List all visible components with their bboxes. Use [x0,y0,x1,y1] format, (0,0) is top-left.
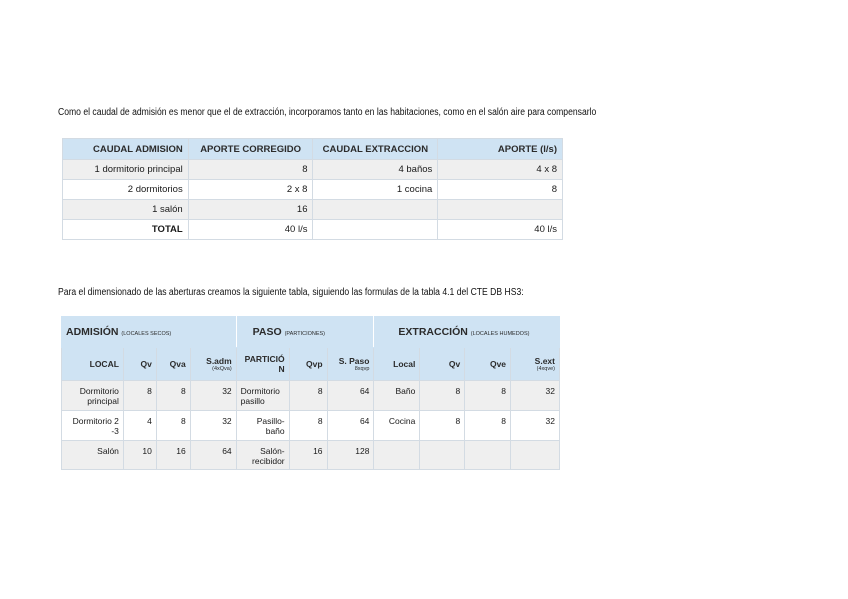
airflow-table [62,138,563,240]
table-cell: 8 [438,180,563,200]
cell-qv: 10 [123,441,156,470]
header-caudal-admision: CAUDAL ADMISION [63,139,189,160]
header-qv2: Qv [420,348,465,381]
cell-particion: Dormitorio pasillo [236,381,289,411]
header-particion: PARTICIÓ N [236,348,289,381]
total-label: TOTAL [63,220,189,240]
section-paso: PASO (PARTICIONES) [236,317,374,348]
dimension-paragraph: Para el dimensionado de las aberturas creamos la siguiente tabla, siguiendo las formulas de la tabla 4.1 del CTE DB HS3: [58,287,524,298]
table-row [63,200,563,220]
table-cell: 40 l/s [188,220,313,240]
table-cell: 4 baños [313,160,438,180]
table-cell: 4 x 8 [438,160,563,180]
cell-local2: Baño [374,381,420,411]
cell-qv: 8 [123,381,156,411]
table-row [63,220,563,240]
cell-sadm: 32 [190,381,236,411]
cell-sext [511,441,560,470]
cell-qvp: 16 [289,441,327,470]
header-qve: Qve [465,348,511,381]
cell-qvp: 8 [289,411,327,441]
table-row [63,160,563,180]
cell-qvp: 8 [289,381,327,411]
cell-qv2 [420,441,465,470]
cell-local: Dormitorio principal [62,381,124,411]
table-cell: 40 l/s [438,220,563,240]
header-aporte-corregido: APORTE CORREGIDO [188,139,313,160]
cell-spaso: 64 [327,411,374,441]
intro-paragraph: Como el caudal de admisión es menor que el de extracción, incorporamos tanto en las habitaciones, como en el salón aire para compensarlo [58,107,597,118]
cell-qve [465,441,511,470]
cell-qve: 8 [465,411,511,441]
table-cell: 16 [188,200,313,220]
table-cell: 8 [188,160,313,180]
header-qvp: Qvp [289,348,327,381]
header-sext: S.ext (4xqve) [511,348,560,381]
openings-table [61,316,560,470]
cell-qv: 4 [123,411,156,441]
cell-sext: 32 [511,411,560,441]
cell-spaso: 128 [327,441,374,470]
table-cell: 1 dormitorio principal [63,160,189,180]
header-qva: Qva [156,348,190,381]
table-cell: 1 salón [63,200,189,220]
cell-qv2: 8 [420,411,465,441]
table-row [62,441,560,470]
table-row [62,411,560,441]
header-qv: Qv [123,348,156,381]
table-cell: 2 x 8 [188,180,313,200]
cell-sadm: 32 [190,411,236,441]
header-sadm: S.adm (4xQva) [190,348,236,381]
table-cell [313,200,438,220]
cell-qv2: 8 [420,381,465,411]
table-row [62,381,560,411]
header-aporte: APORTE (l/s) [438,139,563,160]
header-spaso: S. Paso 8xqvp [327,348,374,381]
section-extraccion: EXTRACCIÓN (LOCALES HUMEDOS) [374,317,560,348]
cell-qve: 8 [465,381,511,411]
cell-sadm: 64 [190,441,236,470]
cell-qva: 16 [156,441,190,470]
header-local2: Local [374,348,420,381]
cell-local2: Cocina [374,411,420,441]
cell-local2 [374,441,420,470]
cell-sext: 32 [511,381,560,411]
table-cell: 2 dormitorios [63,180,189,200]
header-local: LOCAL [62,348,124,381]
table-cell: 1 cocina [313,180,438,200]
cell-spaso: 64 [327,381,374,411]
table-cell [438,200,563,220]
cell-local: Salón [62,441,124,470]
cell-qva: 8 [156,381,190,411]
cell-particion: Salón- recibidor [236,441,289,470]
cell-particion: Pasillo- baño [236,411,289,441]
table-row [63,180,563,200]
table-cell [313,220,438,240]
section-admision: ADMISIÓN (LOCALES SECOS) [62,317,237,348]
header-caudal-extraccion: CAUDAL EXTRACCION [313,139,438,160]
cell-qva: 8 [156,411,190,441]
cell-local: Dormitorio 2 -3 [62,411,124,441]
